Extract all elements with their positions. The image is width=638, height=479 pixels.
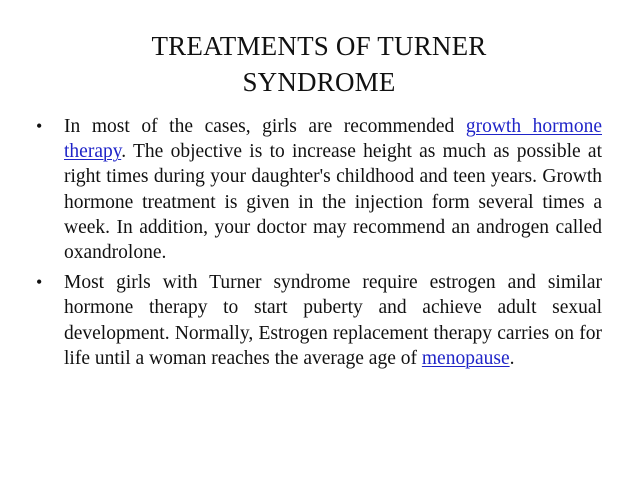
bullet-text-before: In most of the cases, girls are recommended [64, 116, 466, 137]
slide-title-line-1: TREATMENTS OF TURNER [151, 31, 487, 61]
growth-hormone-therapy-link[interactable]: growth hormone therapy [64, 116, 602, 163]
bullet-text-after: . [509, 347, 515, 369]
bullet-item-growth-hormone [36, 114, 602, 265]
bullet-list [36, 114, 602, 376]
bullet-text-before: Most girls with Turner syndrome require estrogen and similar hormone therapy to start puberty and achieve adult sexual development. Normally, Estrogen replacement therapy carries on for life until a woman reaches the average age of [64, 272, 602, 369]
slide-title-line-2: SYNDROME [242, 67, 396, 97]
menopause-link[interactable]: menopause [421, 347, 510, 369]
slide-title [0, 28, 638, 100]
bullet-text-after: . The objective is to increase height as much as possible at right times during your daughter's childhood and teen years. Growth hormone treatment is given in the injection form several times a week. In addition, your doctor may recommend an androgen called oxandrolone. [64, 141, 602, 264]
bullet-item-estrogen [36, 270, 602, 371]
